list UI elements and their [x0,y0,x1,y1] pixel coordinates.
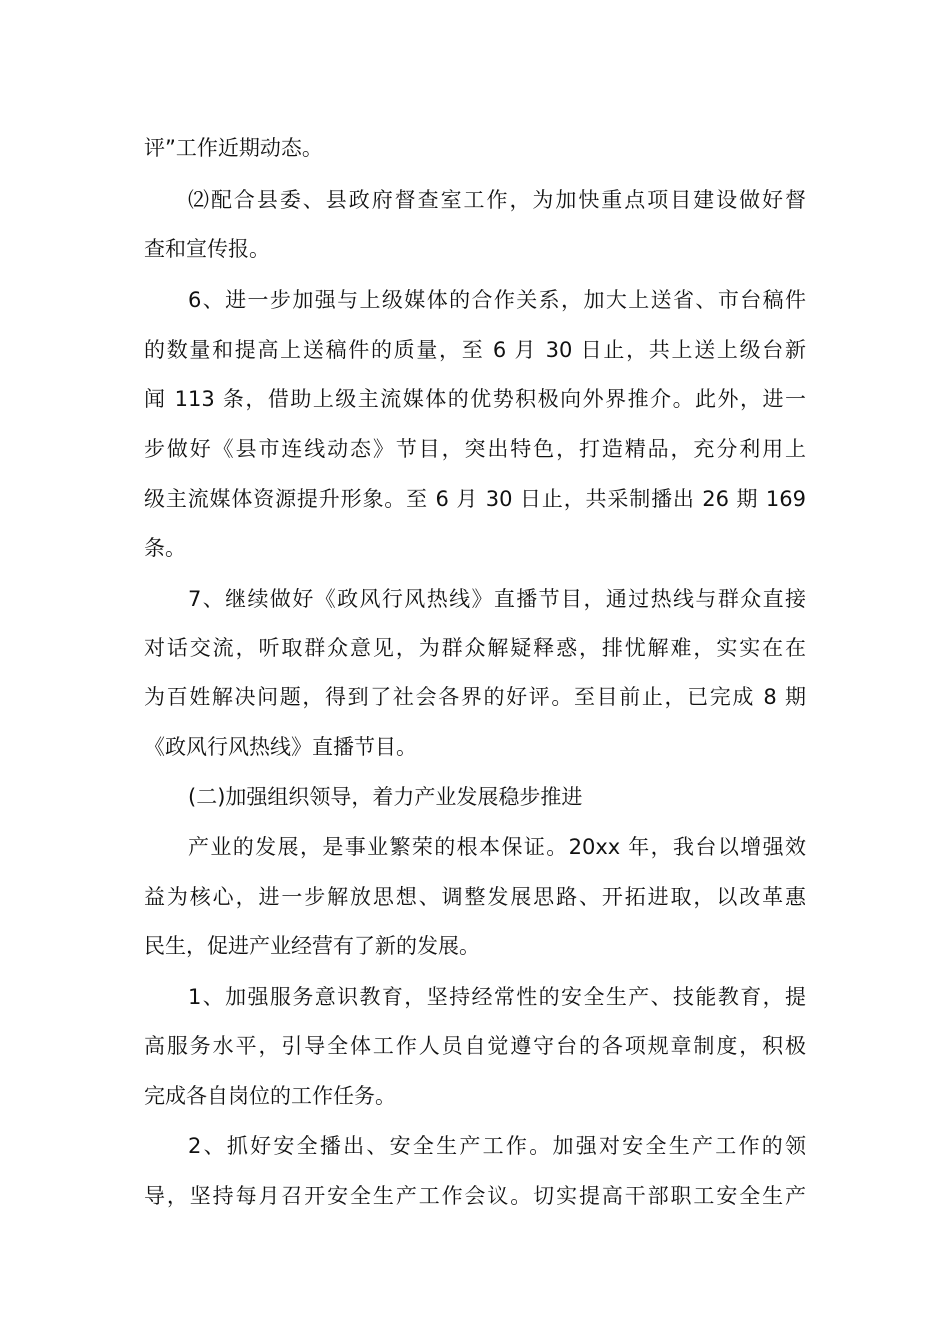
text-line: 完成各自岗位的工作任务。 [144,1084,396,1108]
text-line: 对话交流，听取群众意见，为群众解疑释惑，排忧解难，实实在在 [144,636,806,660]
section-heading: (二)加强组织领导，着力产业发展稳步推进 [188,785,583,809]
text-line: 产业的发展，是事业繁荣的根本保证。20xx 年，我台以增强效 [188,835,806,859]
text-line: 条。 [144,536,186,560]
text-line: 闻 113 条，借助上级主流媒体的优势积极向外界推介。此外，进一 [144,387,806,411]
text-line: 7、继续做好《政风行风热线》直播节目，通过热线与群众直接 [188,587,806,611]
text-line: 6、进一步加强与上级媒体的合作关系，加大上送省、市台稿件 [188,288,806,312]
text-line: 导，坚持每月召开安全生产工作会议。切实提高干部职工安全生产 [144,1184,806,1208]
text-line: 为百姓解决问题，得到了社会各界的好评。至目前止，已完成 8 期 [144,685,806,709]
text-line: 1、加强服务意识教育，坚持经常性的安全生产、技能教育，提 [188,985,806,1009]
text-line: 益为核心，进一步解放思想、调整发展思路、开拓进取，以改革惠 [144,885,806,909]
text-line: 民生，促进产业经营有了新的发展。 [144,934,480,958]
text-line: 评”工作近期动态。 [144,136,323,160]
text-line: 高服务水平，引导全体工作人员自觉遵守台的各项规章制度，积极 [144,1034,806,1058]
text-line: 步做好《县市连线动态》节目，突出特色，打造精品，充分利用上 [144,437,806,461]
text-line: ⑵配合县委、县政府督查室工作，为加快重点项目建设做好督 [188,188,806,212]
text-line: 级主流媒体资源提升形象。至 6 月 30 日止，共采制播出 26 期 169 [144,487,806,511]
text-line: 《政风行风热线》直播节目。 [144,735,417,759]
text-line: 查和宣传报。 [144,237,270,261]
text-line: 2、抓好安全播出、安全生产工作。加强对安全生产工作的领 [188,1134,806,1158]
text-line: 的数量和提高上送稿件的质量，至 6 月 30 日止，共上送上级台新 [144,338,806,362]
